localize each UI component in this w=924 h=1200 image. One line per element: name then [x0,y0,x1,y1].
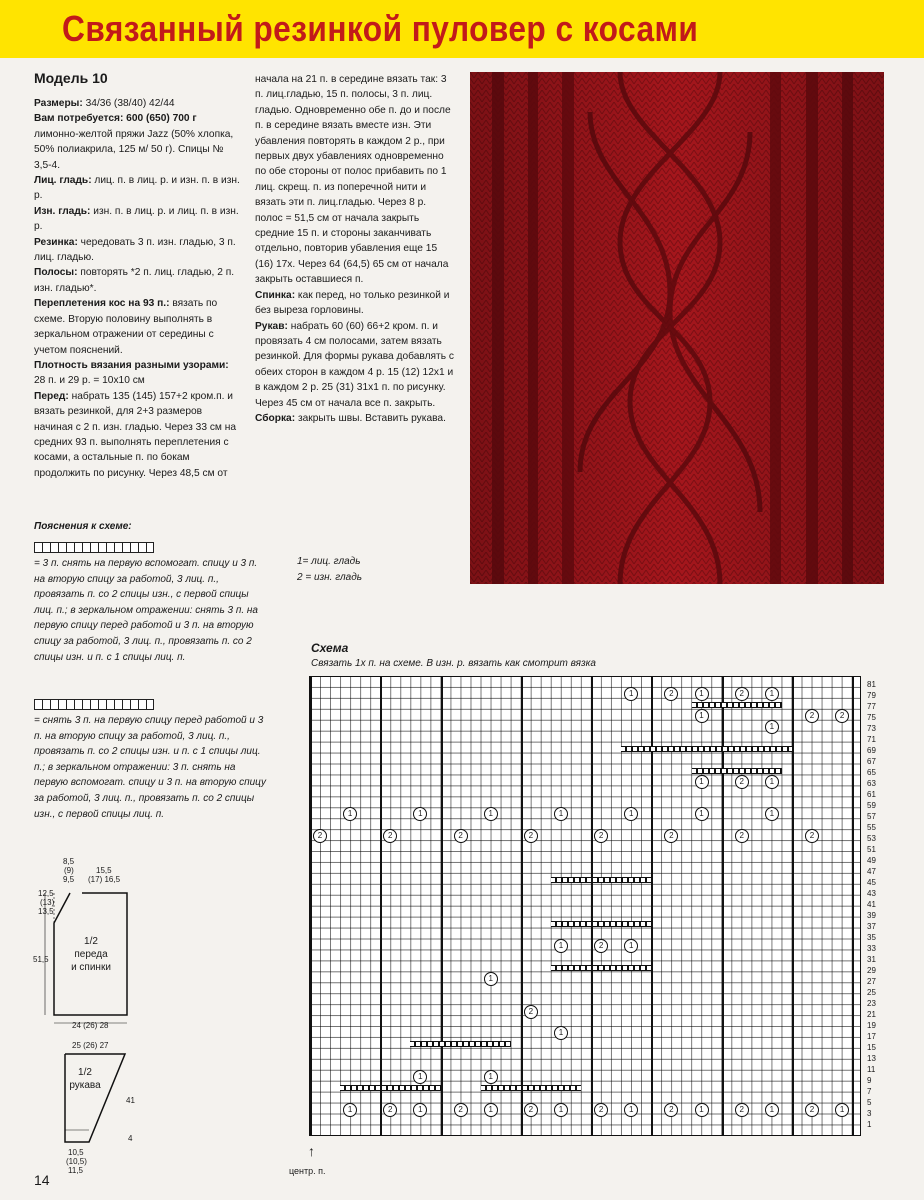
instruction-text: чередовать 3 п. изн. гладью, 3 п. лиц. гладью. [34,236,236,264]
dim-label: (10,5) [66,1157,87,1166]
row-number: 43 [867,889,876,898]
instruction-paragraph [34,111,240,173]
stitch-symbol: 1 [624,1103,638,1117]
dim-label: 8,5 [63,857,75,866]
stitch-symbol: 1 [695,807,709,821]
row-number: 9 [867,1076,872,1085]
row-number: 11 [867,1065,876,1074]
row-number: 3 [867,1109,872,1118]
row-number: 27 [867,977,876,986]
row-number: 23 [867,999,876,1008]
dim-label: 11,5 [68,1166,83,1175]
instruction-text: лимонно-желтой пряжи Jazz (50% хлопка, 50% полиакрила, 125 м/ 50 г). Спицы № 3,5-4. [34,128,234,171]
instruction-label: Спинка: [255,289,296,301]
row-number: 47 [867,867,876,876]
instructions-column-2 [255,72,455,426]
stitch-symbol: 1 [765,1103,779,1117]
row-number: 63 [867,779,876,788]
row-number: 15 [867,1043,876,1052]
stitch-symbol: 1 [343,1103,357,1117]
legend-key-2: 2 = изн. гладь [297,572,363,583]
legend-text-2: = снять 3 п. на первую спицу перед работой и 3 п. на вторую спицу за работой, 3 лиц. п., провязать п. со 2 спицы изн. и п. с 1 спицы лиц. п.; в зеркальном отражении: 3 п. снять на первую вспомогат. спицу и 3 п. на вторую спицу за работой, 3 лиц. п., провязать п. со 2 спицы изн., с первой спицы лиц. п. [34,715,267,820]
instruction-paragraph [255,319,455,411]
knitting-chart-grid [309,676,861,1136]
instruction-label: Плотность вязания разными узорами: [34,359,229,371]
stitch-symbol: 2 [664,1103,678,1117]
instruction-text: набрать 135 (145) 157+2 кром.п. и вязать резинкой, для 2+3 размеров начиная с 2 п. изн. гладью. Через 33 см на средних 93 п. выполнять переплетения с косами, а остальные п. по бокам продолжить по рисунку. Через 48,5 см от [34,390,237,479]
row-number: 71 [867,735,876,744]
stitch-symbol: 1 [624,939,638,953]
stitch-symbol: 1 [695,709,709,723]
stitch-symbol: 2 [524,1103,538,1117]
dim-label: 9,5 [63,875,75,884]
knitted-fabric-photo [470,72,884,584]
stitch-symbol: 2 [454,829,468,843]
stitch-symbol: 2 [805,709,819,723]
instruction-label: Размеры: [34,98,83,109]
center-arrow-icon: ↑ [308,1143,315,1159]
stitch-symbol: 1 [624,807,638,821]
instruction-text: изн. п. в лиц. р. и лиц. п. в изн. р. [34,205,239,233]
page-title: Связанный резинкой пуловер с косами [62,8,699,49]
row-number: 29 [867,966,876,975]
stitch-symbol: 2 [594,1103,608,1117]
schema-title: Схема [311,641,349,655]
stitch-symbol: 1 [695,1103,709,1117]
dim-label: 41 [126,1096,135,1105]
stitch-symbol: 2 [524,829,538,843]
chart-divider [380,677,382,1135]
row-number: 53 [867,834,876,843]
instruction-paragraph [34,265,240,296]
row-number: 35 [867,933,876,942]
instruction-paragraph [255,288,455,319]
cable-cross [551,921,651,927]
row-number: 77 [867,702,876,711]
stitch-symbol: 1 [484,972,498,986]
stitch-symbol: 1 [484,807,498,821]
stitch-symbol: 2 [454,1103,468,1117]
instruction-paragraph [34,296,240,358]
dim-label: 12,5 [38,889,54,898]
row-number: 55 [867,823,876,832]
row-number: 21 [867,1010,876,1019]
stitch-symbol: 1 [765,720,779,734]
stitch-symbol: 1 [554,807,568,821]
chart-divider [521,677,523,1135]
stitch-symbol: 2 [383,1103,397,1117]
stitch-symbol: 1 [554,1026,568,1040]
row-number: 65 [867,768,876,777]
instruction-text: как перед, но только резинкой и без выреза горловины. [255,289,450,317]
chart-divider [852,677,854,1135]
row-number: 73 [867,724,876,733]
page-number: 14 [34,1172,50,1188]
cable-symbol-1 [34,542,154,553]
cable-cross [410,1041,510,1047]
stitch-symbol: 2 [835,709,849,723]
instruction-label: Вам потребуется: 600 (650) 700 г [34,113,197,125]
instruction-label: Перед: [34,390,69,402]
stitch-symbol: 2 [735,829,749,843]
stitch-symbol: 2 [664,687,678,701]
row-number: 25 [867,988,876,997]
stitch-symbol: 1 [413,1070,427,1084]
row-number: 67 [867,757,876,766]
stitch-symbol: 2 [664,829,678,843]
dim-label: 15,5 [96,866,112,875]
instruction-text: начала на 21 п. в середине вязать так: 3 п. лиц.гладью, 15 п. полосы, 3 п. лиц. гладью. Одновременно обе п. до и после п. в середине вязать вместе изн. Эти убавления повторять в каждом 2 р., при первых двух убавлениях одновременно по обе стороны от полос прибавить по 1 лиц. скрещ. п. из поперечной нити и вязать эти п. лиц.гладью. Через 8 р. полос = 51,5 см от начала закрыть средние 15 п. и стороны заканчивать отдельно, повторив убавления еще 15 (16) 17х. Через 64 (64,5) 65 см от начала закрыть оставшиеся п. [255,74,451,286]
stitch-symbol: 1 [484,1103,498,1117]
stitch-symbol: 2 [383,829,397,843]
row-number: 57 [867,812,876,821]
legend-key-1: 1= лиц. гладь [297,556,361,567]
schema-subtitle: Связать 1х п. на схеме. В изн. р. вязать как смотрит вязка [311,658,596,669]
chart-divider [310,677,312,1135]
row-number: 49 [867,856,876,865]
cable-cross [692,768,782,774]
stitch-symbol: 2 [524,1005,538,1019]
stitch-symbol: 2 [594,829,608,843]
cable-symbol-2 [34,699,154,710]
instruction-label: Сборка: [255,412,296,424]
row-number: 13 [867,1054,876,1063]
dim-label: 51,5 [33,955,49,964]
sleeve-diagram-caption: 1/2 рукава [69,1067,101,1091]
row-number: 41 [867,900,876,909]
row-number: 79 [867,691,876,700]
instruction-paragraph [34,96,240,111]
chart-divider [441,677,443,1135]
instruction-paragraph [34,235,240,266]
stitch-symbol: 1 [413,807,427,821]
stitch-symbol: 1 [765,807,779,821]
row-number: 45 [867,878,876,887]
cable-cross [481,1085,581,1091]
instruction-paragraph [34,173,240,204]
stitch-symbol: 1 [413,1103,427,1117]
dim-label: (17) 16,5 [88,875,121,884]
stitch-symbol: 2 [805,829,819,843]
row-number: 69 [867,746,876,755]
instruction-text: лиц. п. в лиц. р. и изн. п. в изн. р. [34,175,240,202]
row-number: 33 [867,944,876,953]
row-number: 31 [867,955,876,964]
stitch-symbol: 1 [554,1103,568,1117]
stitch-symbol: 1 [835,1103,849,1117]
body-diagram-caption: 1/2 переда и спинки [71,936,111,973]
chart-divider [792,677,794,1135]
stitch-symbol: 2 [594,939,608,953]
row-number: 75 [867,713,876,722]
instruction-label: Полосы: [34,267,78,279]
row-number: 5 [867,1098,872,1107]
row-number: 7 [867,1087,872,1096]
row-number: 51 [867,845,876,854]
instruction-paragraph [34,358,240,389]
row-number: 39 [867,911,876,920]
dim-label: 10,5 [68,1148,84,1157]
instruction-paragraph [34,204,240,235]
instruction-label: Изн. гладь: [34,205,91,217]
stitch-symbol: 1 [765,775,779,789]
instruction-text: вязать по схеме. Вторую половину выполнять в зеркальном отражении от середины с учетом пояснений. [34,298,218,356]
stitch-symbol: 2 [313,829,327,843]
stitch-symbol: 1 [765,687,779,701]
row-number: 1 [867,1120,872,1129]
cable-cross [551,877,651,883]
legend-title: Пояснения к схеме: [34,521,132,532]
dim-label: 4 [128,1134,133,1143]
dim-label: 24 (26) 28 [72,1021,109,1030]
dim-label: (13) [40,898,55,907]
stitch-symbol: 1 [484,1070,498,1084]
row-number: 37 [867,922,876,931]
cable-cross [621,746,792,752]
cable-cross [551,965,651,971]
cable-cross [340,1085,440,1091]
dim-label: 13,5 [38,907,54,916]
instruction-paragraph [255,411,455,426]
instruction-paragraph [34,389,240,481]
dim-label: 25 (26) 27 [72,1041,109,1050]
row-number: 19 [867,1021,876,1030]
stitch-symbol: 1 [624,687,638,701]
row-number: 17 [867,1032,876,1041]
stitch-symbol: 1 [343,807,357,821]
row-number: 61 [867,790,876,799]
instruction-text: 34/36 (38/40) 42/44 [82,98,175,109]
row-number: 81 [867,680,876,689]
stitch-symbol: 1 [554,939,568,953]
row-number: 59 [867,801,876,810]
instruction-text: 28 п. и 29 р. = 10х10 см [34,375,145,387]
dim-label: (9) [64,866,74,875]
stitch-symbol: 1 [695,775,709,789]
instruction-text: закрыть швы. Вставить рукава. [295,412,446,424]
instruction-label: Рукав: [255,320,288,332]
chart-divider [591,677,593,1135]
instruction-label: Переплетения кос на 93 п.: [34,298,170,310]
legend-text-1: = 3 п. снять на первую вспомогат. спицу и 3 п. на вторую спицу за работой, 3 лиц. п., провязать п. со 2 спицы изн., с первой спицы лиц. п.; в зеркальном отражении: снять 3 п. на первую спицу перед работой и 3 п. на вторую спицу за работой, 3 лиц. п., провязать п. со 2 спицы изн. и п. с 1 спицы лиц. п. [34,558,258,663]
stitch-symbol: 2 [735,687,749,701]
instruction-text: повторять *2 п. лиц. гладью, 2 п. изн. гладью*. [34,267,235,294]
stitch-symbol: 2 [735,1103,749,1117]
instruction-label: Резинка: [34,236,78,248]
stitch-symbol: 2 [735,775,749,789]
center-stitch-label: центр. п. [289,1166,326,1176]
stitch-symbol: 1 [695,687,709,701]
instruction-label: Лиц. гладь: [34,175,92,187]
stitch-symbol: 2 [805,1103,819,1117]
instruction-paragraph [255,72,455,288]
cable-cross [692,702,782,708]
instructions-column-1 [34,96,240,481]
instruction-text: набрать 60 (60) 66+2 кром. п. и провязать 4 см полосами, затем вязать резинкой. Для формы рукава добавлять с обеих сторон в каждом 4 р. 15 (12) 12х1 и в каждом 2 р. 25 (31) 31х1 п. по рисунку. Через 45 см от начала все п. закрыть. [255,320,454,409]
model-label: Модель 10 [34,70,108,86]
